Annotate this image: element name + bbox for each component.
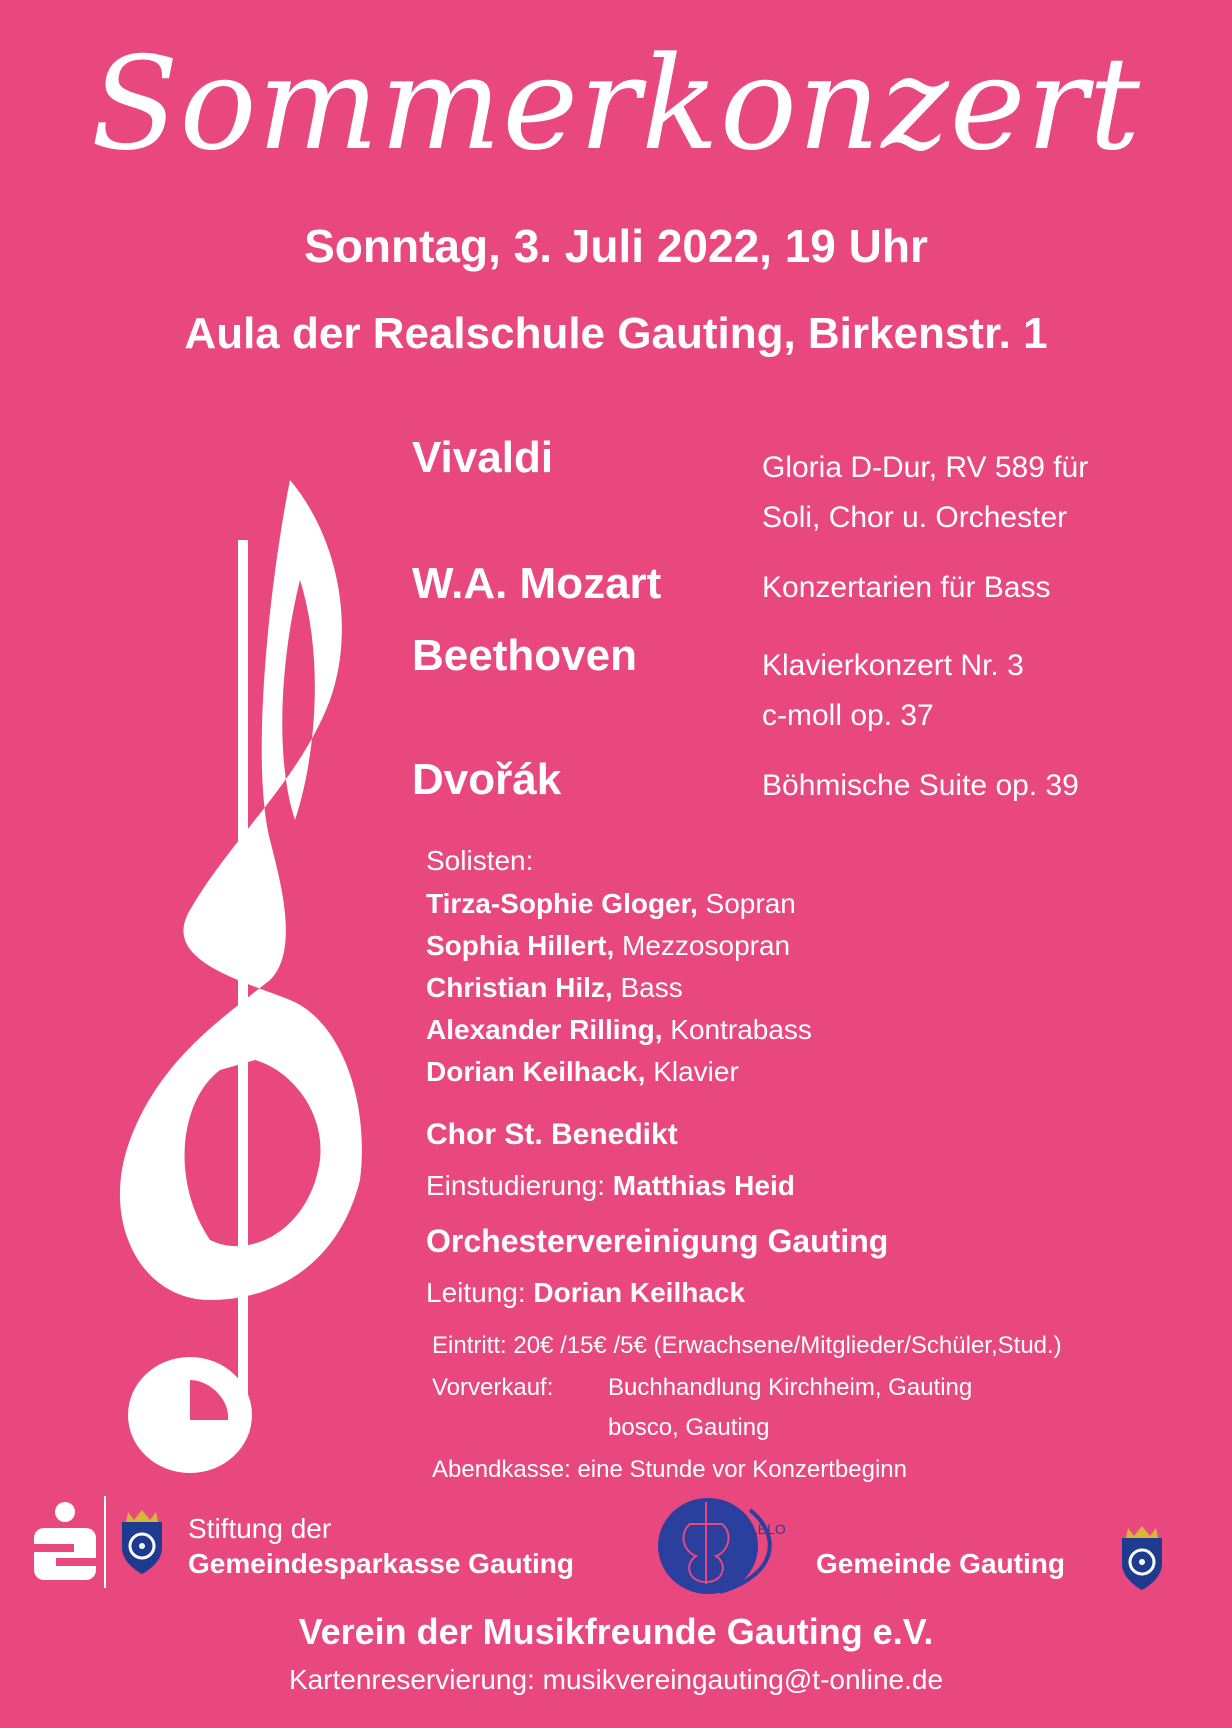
soloist-name: Tirza-Sophie Gloger, bbox=[426, 888, 698, 919]
presale-line2: bosco, Gauting bbox=[608, 1414, 770, 1441]
stiftung-line2: Gemeindesparkasse Gauting bbox=[188, 1548, 574, 1579]
choir-rehearsal bbox=[426, 1165, 795, 1207]
gauting-crest-icon bbox=[114, 1508, 170, 1576]
work-beethoven-line2: c-moll op. 37 bbox=[762, 699, 934, 732]
soloist-name: Christian Hilz, bbox=[426, 972, 613, 1003]
box-office-info bbox=[432, 1452, 907, 1488]
entry-label: Eintritt: bbox=[432, 1332, 507, 1359]
soloist-row bbox=[426, 925, 790, 967]
lblo-logo-icon bbox=[650, 1494, 790, 1598]
soloist-row bbox=[426, 967, 683, 1009]
composer-dvorak: Dvořák bbox=[412, 755, 562, 804]
entry-info bbox=[432, 1328, 1062, 1364]
work-mozart-line1: Konzertarien für Bass bbox=[762, 571, 1051, 604]
soloist-role: Kontrabass bbox=[670, 1014, 812, 1045]
orchestra-label: Leitung: bbox=[426, 1277, 526, 1308]
choir-person: Matthias Heid bbox=[612, 1170, 795, 1201]
composer-mozart: W.A. Mozart bbox=[412, 559, 662, 608]
composer-beethoven: Beethoven bbox=[412, 631, 637, 680]
soloist-row bbox=[426, 883, 796, 925]
poster-title: Sommerkonzert bbox=[90, 30, 1142, 179]
choir-label: Einstudierung: bbox=[426, 1170, 606, 1201]
work-dvorak-line1: Böhmische Suite op. 39 bbox=[762, 769, 1079, 802]
soloist-name: Alexander Rilling, bbox=[426, 1014, 663, 1045]
sponsor-divider bbox=[104, 1496, 106, 1588]
soloist-role: Klavier bbox=[653, 1056, 739, 1087]
work-vivaldi-line1: Gloria D-Dur, RV 589 für bbox=[762, 451, 1089, 484]
work-vivaldi-line2: Soli, Chor u. Orchester bbox=[762, 501, 1068, 534]
verein-name: Verein der Musikfreunde Gauting e.V. bbox=[298, 1611, 934, 1652]
box-office-label: Abendkasse: bbox=[432, 1456, 571, 1483]
orchestra-person: Dorian Keilhack bbox=[533, 1277, 746, 1308]
soloist-role: Mezzosopran bbox=[622, 930, 791, 961]
soloist-row bbox=[426, 1009, 812, 1051]
soloist-name: Sophia Hillert, bbox=[426, 930, 615, 961]
treble-clef-icon bbox=[40, 460, 420, 1490]
concert-venue: Aula der Realschule Gauting, Birkenstr. 1 bbox=[184, 309, 1048, 358]
stiftung-line1: Stiftung der bbox=[188, 1513, 332, 1544]
work-beethoven-line1: Klavierkonzert Nr. 3 bbox=[762, 649, 1024, 682]
concert-date: Sonntag, 3. Juli 2022, 19 Uhr bbox=[304, 220, 928, 272]
gauting-crest-icon bbox=[1114, 1524, 1170, 1592]
soloist-row bbox=[426, 1051, 739, 1093]
orchestra-name: Orchestervereinigung Gauting bbox=[426, 1223, 889, 1259]
presale-label: Vorverkauf: bbox=[432, 1374, 554, 1401]
soloist-role: Sopran bbox=[705, 888, 796, 919]
box-office-value: eine Stunde vor Konzertbeginn bbox=[577, 1456, 908, 1483]
lblo-logo-text: LBLO bbox=[750, 1521, 786, 1537]
soloists-heading: Solisten: bbox=[426, 845, 534, 876]
gemeinde-name: Gemeinde Gauting bbox=[816, 1548, 1065, 1579]
entry-value: 20€ /15€ /5€ (Erwachsene/Mitglieder/Schüler,Stud.) bbox=[513, 1332, 1062, 1359]
presale-line1: Buchhandlung Kirchheim, Gauting bbox=[608, 1374, 973, 1401]
orchestra-conductor bbox=[426, 1272, 745, 1314]
reservation-contact: Kartenreservierung: musikvereingauting@t-online.de bbox=[288, 1664, 944, 1695]
sparkasse-logo-icon bbox=[30, 1500, 100, 1584]
choir-name: Chor St. Benedikt bbox=[426, 1118, 678, 1151]
soloist-role: Bass bbox=[620, 972, 683, 1003]
composer-vivaldi: Vivaldi bbox=[412, 433, 554, 482]
soloist-name: Dorian Keilhack, bbox=[426, 1056, 646, 1087]
